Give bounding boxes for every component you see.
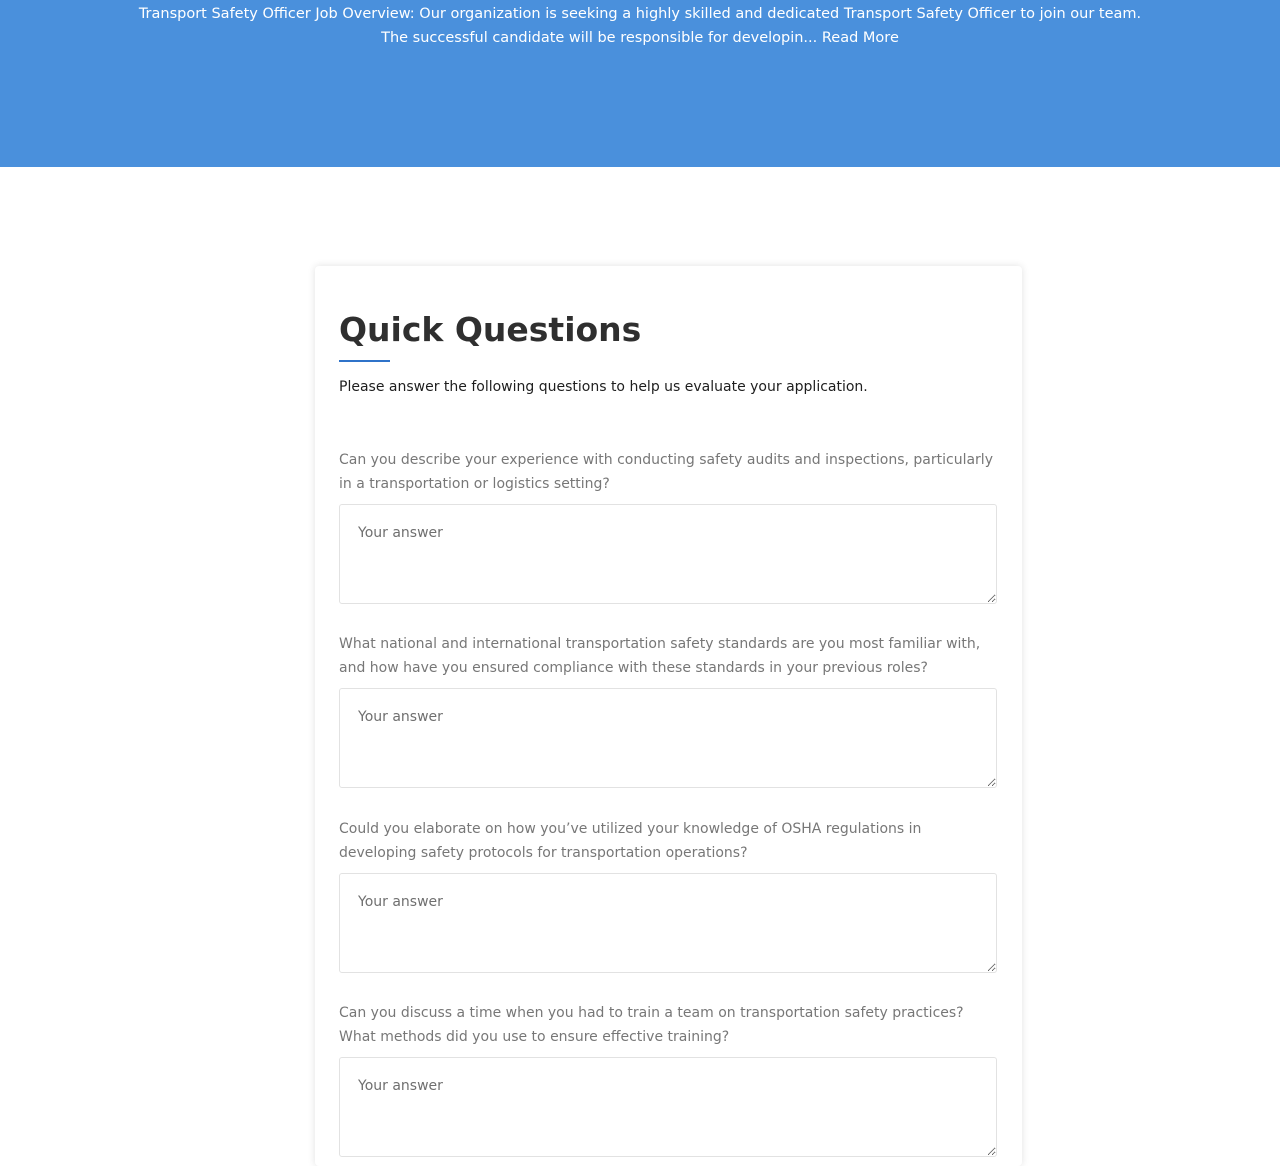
card-title: Quick Questions <box>339 310 642 349</box>
question-3 <box>339 817 997 973</box>
question-label: Could you elaborate on how you’ve utilized your knowledge of OSHA regulations in developing safety protocols for transportation operations? <box>339 821 922 861</box>
answer-input-3[interactable] <box>339 873 997 973</box>
answer-input-2[interactable] <box>339 688 997 788</box>
job-overview-summary: Transport Safety Officer Job Overview: Our organization is seeking a highly skilled and dedicated Transport Safety Officer to join our team. The successful candidate will be responsible for developin... <box>138 6 1142 46</box>
answer-input-4[interactable] <box>339 1057 997 1157</box>
job-overview-text <box>130 2 1150 50</box>
question-1 <box>339 448 997 604</box>
read-more-link[interactable]: Read More <box>821 30 899 46</box>
card-intro: Please answer the following questions to help us evaluate your application. <box>339 379 868 395</box>
question-4 <box>339 1001 997 1157</box>
job-overview-banner <box>0 0 1280 167</box>
question-2 <box>339 632 997 788</box>
question-label: Can you describe your experience with conducting safety audits and inspections, particularly in a transportation or logistics setting? <box>339 452 993 492</box>
question-label: Can you discuss a time when you had to train a team on transportation safety practices? What methods did you use to ensure effective training? <box>339 1005 964 1045</box>
quick-questions-card <box>315 266 1022 1166</box>
answer-input-1[interactable] <box>339 504 997 604</box>
title-underline <box>339 360 390 362</box>
question-label: What national and international transportation safety standards are you most familiar with, and how have you ensured compliance with these standards in your previous roles? <box>339 636 981 676</box>
